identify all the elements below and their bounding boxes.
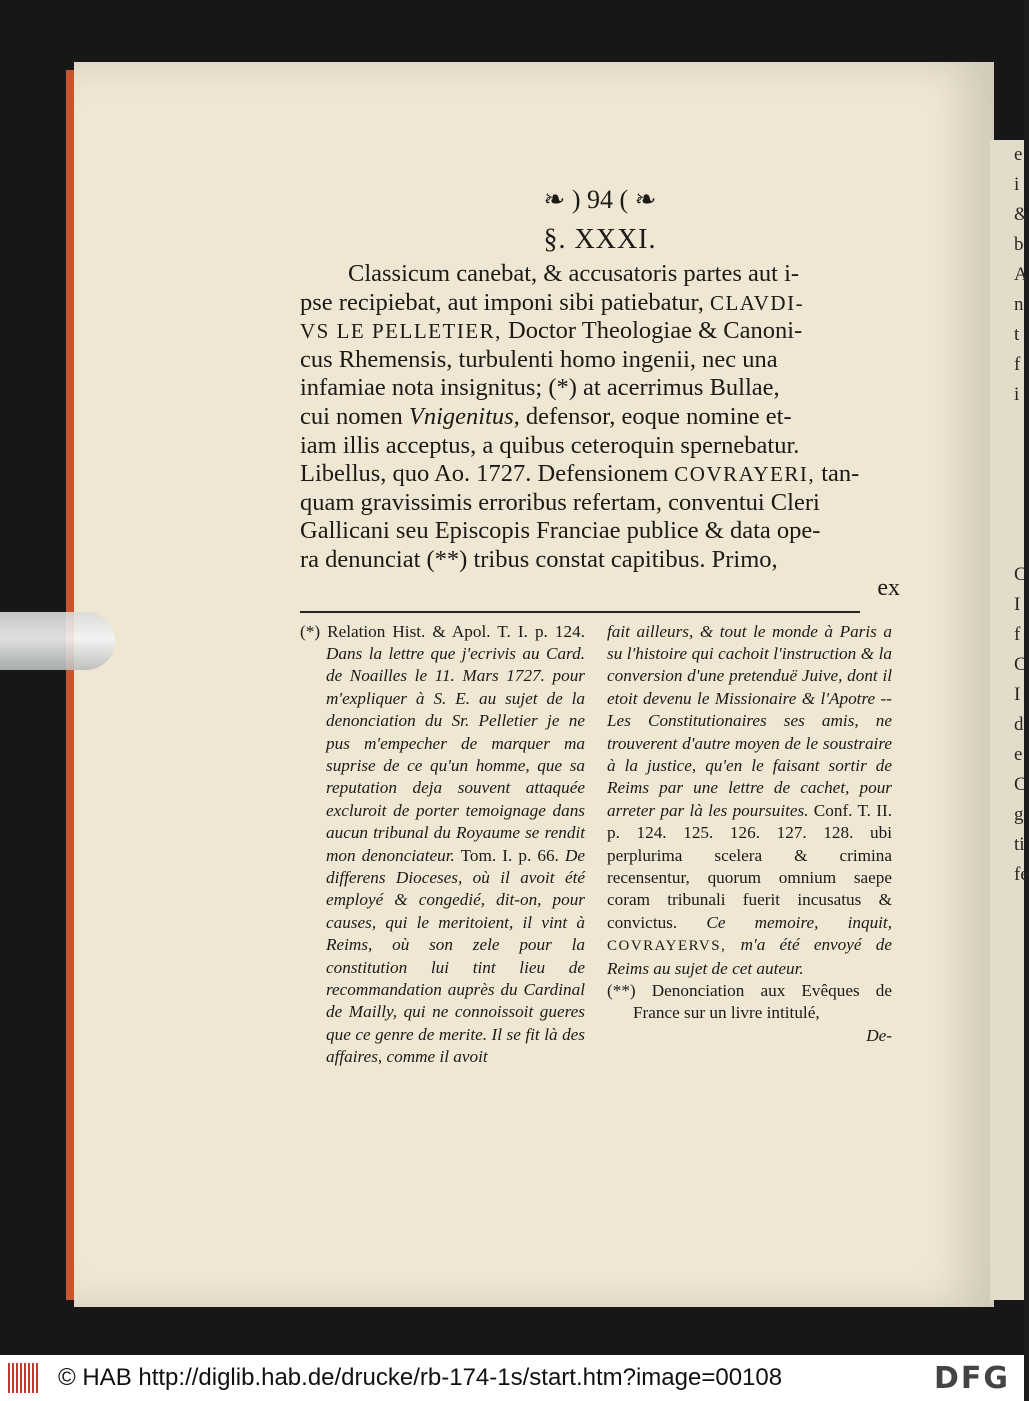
source-link[interactable]: © HAB http://diglib.hab.de/drucke/rb-174-1s/start.htm?image=00108 bbox=[58, 1364, 783, 1391]
facing-glyph: C bbox=[1014, 654, 1027, 675]
footnote-quote: De differens Dioceses, où il avoit été employé & congedié, dit-on, pour causes, qui le meritoient, il vint à Reims, où son zele pour la constitution lui tint lieu de recommandation auprès du Cardinal de Mailly, qui ne connoissoit gueres que ce genre de merite. Il se fit là des affaires, comme il avoit bbox=[326, 845, 585, 1067]
facing-glyph: A bbox=[1014, 264, 1028, 285]
facing-glyph: C bbox=[1014, 564, 1027, 585]
page-text bbox=[300, 180, 900, 1069]
text-line: Gallicani seu Episcopis Franciae publice & data ope- bbox=[300, 517, 821, 545]
footnote-column-left bbox=[300, 621, 585, 1069]
footnote-column-right bbox=[607, 621, 892, 1069]
facing-glyph: I bbox=[1014, 684, 1021, 705]
facing-glyph: fe bbox=[1014, 864, 1029, 885]
facing-glyph: i bbox=[1014, 384, 1020, 405]
facing-glyph: e bbox=[1014, 144, 1023, 165]
facing-glyph: ti bbox=[1014, 834, 1025, 855]
footnote-rule bbox=[300, 611, 860, 613]
dfg-logo: DFG bbox=[933, 1360, 1010, 1396]
name-small-caps: VS LE PELLETIER, bbox=[300, 319, 502, 344]
footnote-quote: fait ailleurs, & tout le monde à Paris a su l'histoire qui cachoit l'instruction & la conversion d'une pretenduë Juive, dont il etoit devenu le Missionaire & l'Apotre -- Les Constitutionaires ses amis, ne trouverent d'autre moyen de le soustraire à la justice, qu'en le faisant sortir de Reims par une lettre de cachet, pour arreter par là les poursuites. bbox=[607, 621, 892, 820]
barcode-icon bbox=[8, 1363, 40, 1393]
name-small-caps: CLAVDI- bbox=[709, 290, 805, 315]
section-title: §. XXXI. bbox=[543, 224, 657, 255]
facing-glyph: I bbox=[1014, 594, 1021, 615]
facing-glyph: i bbox=[1014, 174, 1020, 195]
text-line: cus Rhemensis, turbulenti homo ingenii, nec una bbox=[300, 345, 778, 373]
footnote-ref: Tom. I. p. 66. bbox=[460, 845, 559, 865]
text-line: pse recipiebat, aut imponi sibi patiebatur, bbox=[300, 288, 704, 316]
text-line: ra denunciat (**) tribus constat capitibus. Primo, bbox=[300, 545, 778, 573]
text-line: quam gravissimis erroribus refertam, conventui Cleri bbox=[300, 488, 820, 516]
footnote-ref: (**) Denonciation aux Evêques de France sur un livre intitulé, bbox=[607, 981, 892, 1023]
facing-glyph: f bbox=[1014, 354, 1021, 375]
facing-glyph: b bbox=[1014, 234, 1024, 255]
facing-glyph: g bbox=[1014, 804, 1024, 825]
text-line: Doctor Theologiae & Canoni- bbox=[508, 317, 803, 345]
footnote-catchword: De- bbox=[866, 1025, 892, 1045]
footnotes bbox=[300, 621, 900, 1069]
text-line: iam illis acceptus, a quibus ceteroquin spernebatur. bbox=[300, 431, 800, 459]
name-small-caps: COVRAYERVS, bbox=[607, 938, 727, 955]
text-line: infamiae nota insignitus; (*) at acerrimus Bullae, bbox=[300, 374, 780, 402]
facing-glyph: n bbox=[1014, 294, 1024, 315]
facing-glyph: & bbox=[1014, 204, 1029, 225]
text-line: tan- bbox=[821, 460, 860, 488]
facing-glyph: d bbox=[1014, 714, 1024, 735]
facing-glyph bbox=[990, 410, 1024, 560]
text-line: cui nomen bbox=[300, 402, 403, 430]
footnote-ref: Conf. T. II. p. 124. 125. 126. 127. 128. ubi perplurima scelera & crimina recensentur, quorum omnium saepe coram tribunali fuerit incusatus & convictus. bbox=[607, 800, 893, 932]
facing-glyph: C bbox=[1014, 774, 1027, 795]
facing-glyph: t bbox=[1014, 324, 1020, 345]
facing-glyph: f bbox=[1014, 624, 1021, 645]
text-line: Libellus, quo Ao. 1727. Defensionem bbox=[300, 460, 669, 488]
facing-glyph: e bbox=[1014, 744, 1023, 765]
running-head: ❧ ) 94 ( ❧ bbox=[543, 185, 657, 214]
footnote-ref: (*) Relation Hist. & Apol. T. I. p. 124. bbox=[300, 621, 585, 641]
italic-term: Vnigenitus, bbox=[408, 402, 520, 430]
viewer-footer bbox=[0, 1355, 1024, 1401]
footnote-quote: Ce memoire, inquit, bbox=[706, 912, 893, 932]
text-line: defensor, eoque nomine et- bbox=[525, 402, 792, 430]
facing-page-edge bbox=[990, 140, 1029, 1300]
main-paragraph bbox=[300, 260, 900, 575]
name-small-caps: COVRAYERI, bbox=[674, 462, 816, 487]
page-clip bbox=[0, 612, 115, 670]
catchword: ex bbox=[877, 574, 900, 601]
footnote-quote: Dans la lettre que j'ecrivis au Card. de Noailles le 11. Mars 1727. pour m'expliquer à S. E. au sujet de la denonciation du Sr. Pelletier je ne pus m'empecher de marquer ma suprise de ce qu'un homme, que sa reputation deja souvent attaquée excluroit de porter temoignage dans aucun tribunal du Royaume se rendit mon denonciateur. bbox=[326, 643, 585, 865]
text-line: Classicum canebat, & accusatoris partes aut i- bbox=[348, 260, 800, 287]
footnote-quote: m'a été envoyé de Reims au sujet de cet auteur. bbox=[607, 935, 892, 978]
